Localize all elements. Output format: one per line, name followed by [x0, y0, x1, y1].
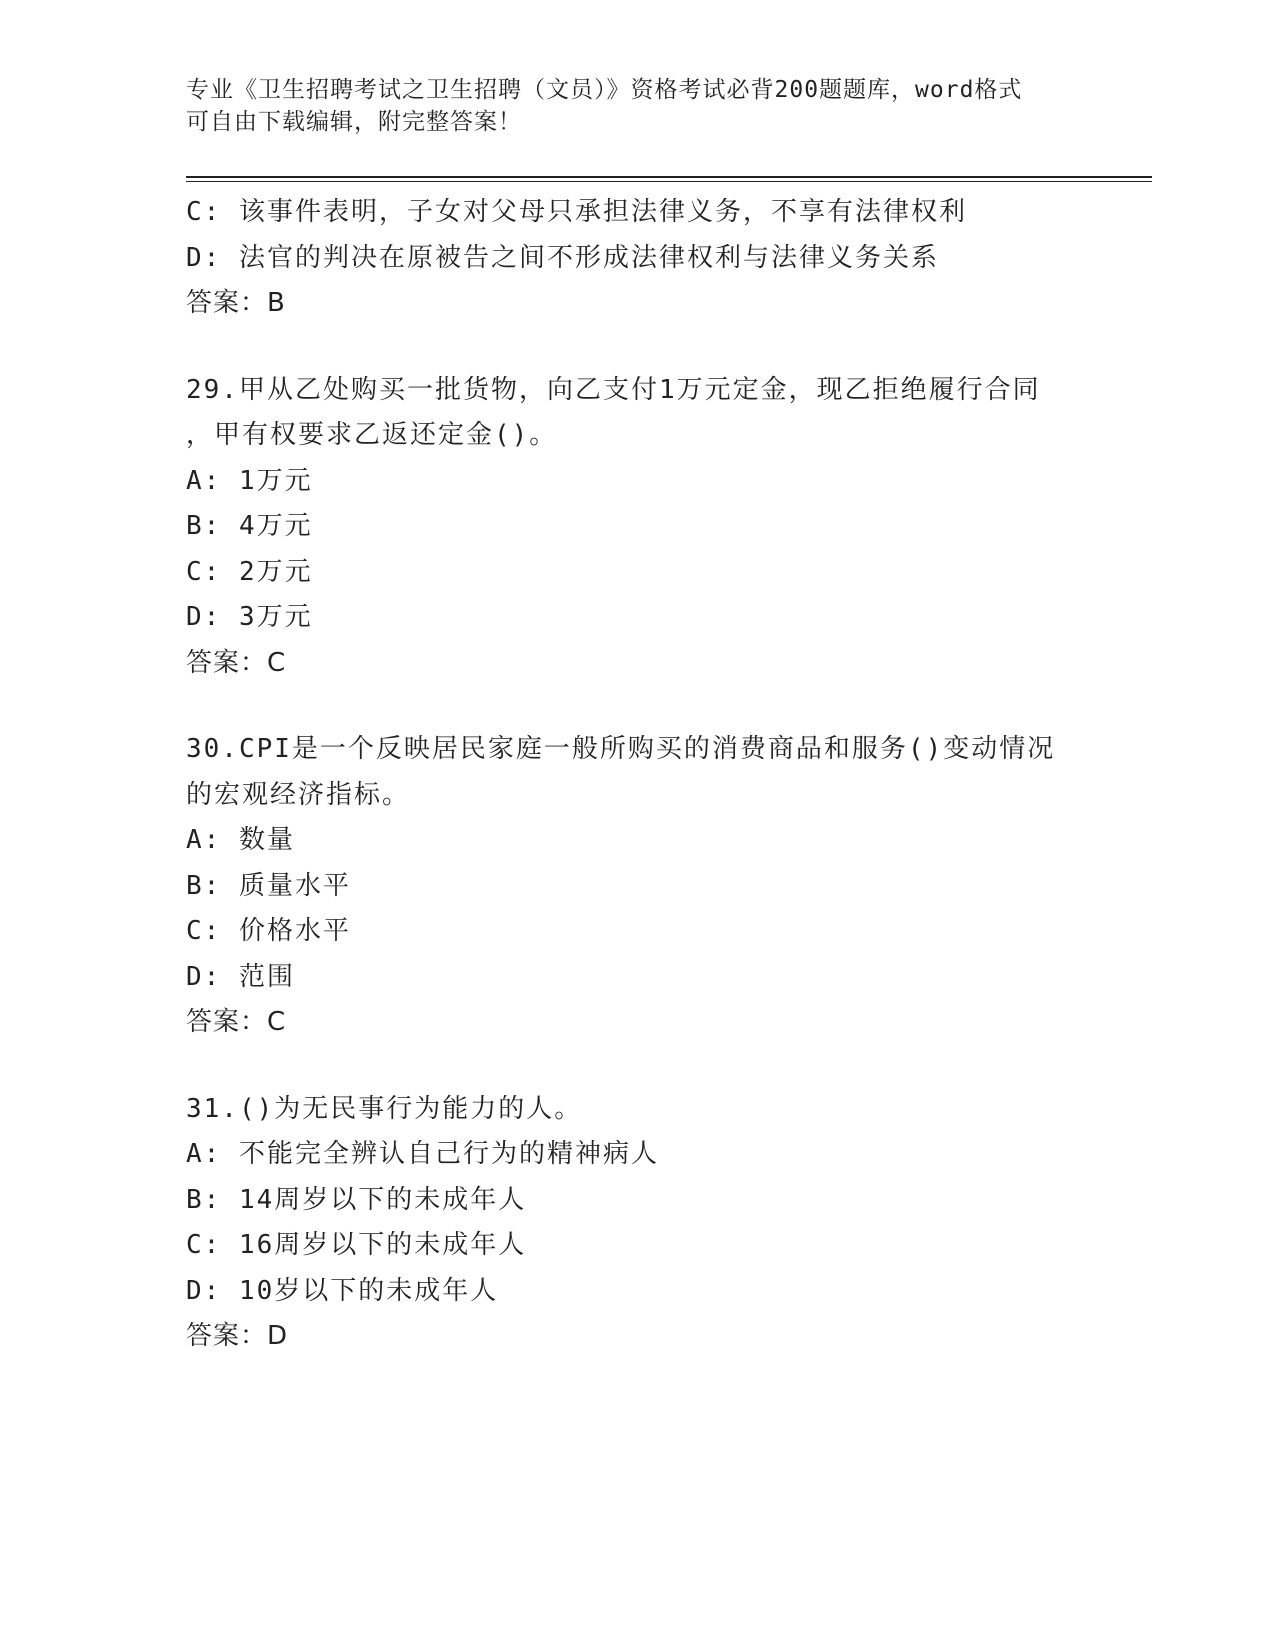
header-line-2: 可自由下载编辑，附完整答案！	[186, 109, 522, 135]
question-stem-line: 30.CPI是一个反映居民家庭一般所购买的消费商品和服务()变动情况	[186, 734, 1056, 764]
question-stem-line: ，甲有权要求乙返还定金()。	[186, 420, 558, 450]
question-30	[186, 727, 1086, 1046]
answer: 答案：C	[186, 647, 287, 678]
option-c: C: 该事件表明，子女对父母只承担法律义务，不享有法律权利	[186, 197, 967, 227]
answer: 答案：B	[186, 288, 286, 318]
option-a: A: 数量	[186, 825, 295, 855]
question-stem-line: 29.甲从乙处购买一批货物，向乙支付1万元定金，现乙拒绝履行合同	[186, 374, 1041, 405]
question-stem-line: 的宏观经济指标。	[186, 779, 411, 810]
option-d: D: 3万元	[186, 602, 313, 632]
option-b: B: 质量水平	[186, 870, 351, 901]
question-prev	[186, 190, 1086, 327]
option-b: B: 4万元	[186, 511, 313, 541]
option-d: D: 范围	[186, 961, 295, 992]
question-29	[186, 368, 1086, 687]
option-c: C: 价格水平	[186, 916, 351, 946]
option-c: C: 16周岁以下的未成年人	[186, 1230, 527, 1260]
header-divider	[186, 176, 1152, 182]
option-c: C: 2万元	[186, 556, 313, 587]
option-a: A: 不能完全辨认自己行为的精神病人	[186, 1139, 659, 1169]
document-body	[186, 190, 1086, 1360]
answer: 答案：D	[186, 1321, 289, 1351]
option-b: B: 14周岁以下的未成年人	[186, 1184, 527, 1215]
option-a: A: 1万元	[186, 465, 313, 496]
answer: 答案：C	[186, 1007, 287, 1037]
option-d: D: 10岁以下的未成年人	[186, 1275, 499, 1306]
question-31	[186, 1087, 1086, 1360]
page-header	[186, 74, 1066, 138]
option-d: D: 法官的判决在原被告之间不形成法律权利与法律义务关系	[186, 242, 939, 273]
question-stem-line: 31.()为无民事行为能力的人。	[186, 1093, 583, 1124]
header-line-1: 专业《卫生招聘考试之卫生招聘（文员）》资格考试必背200题题库，word格式	[186, 77, 1023, 103]
